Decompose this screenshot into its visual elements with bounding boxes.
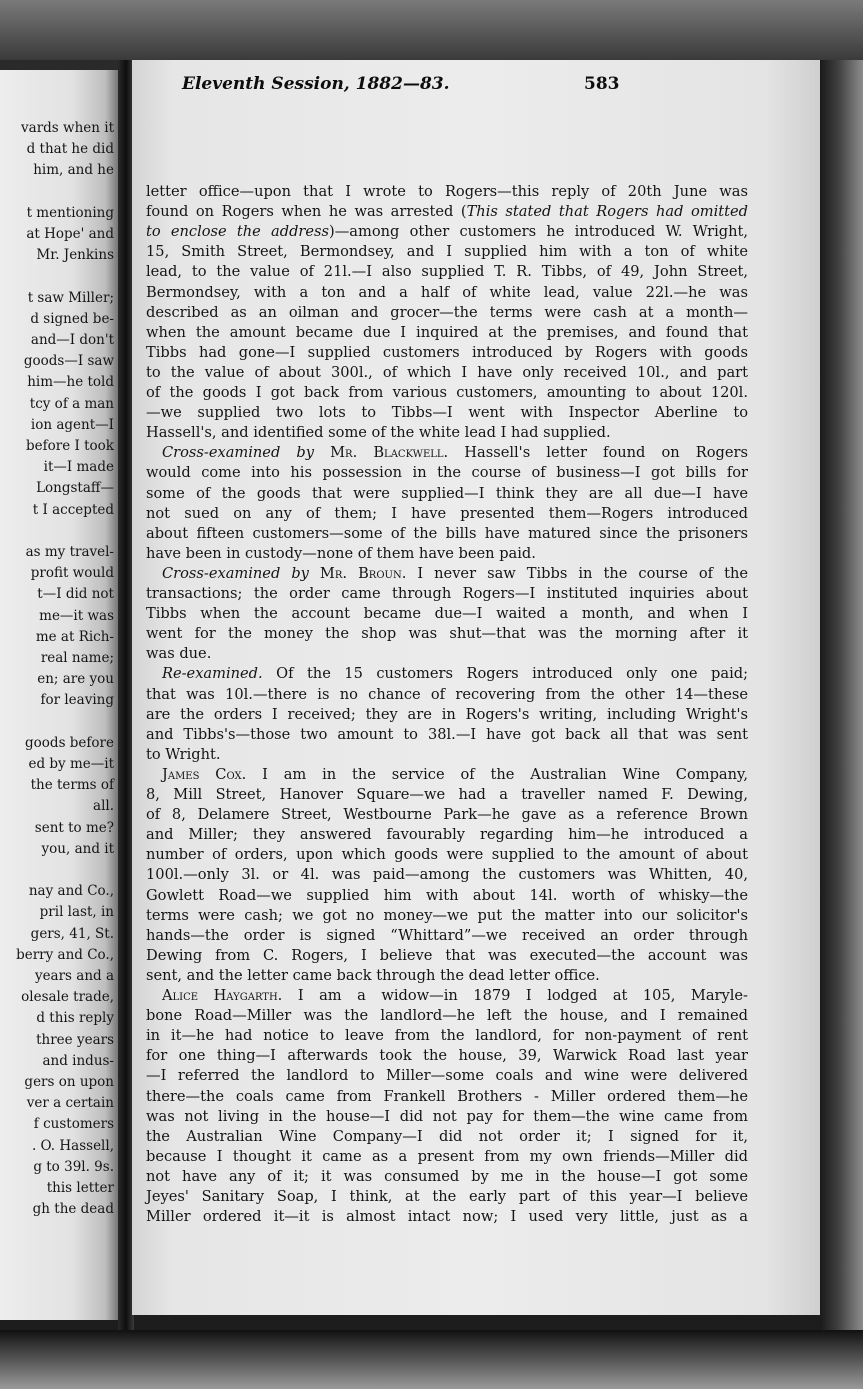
italic-text: Cross-examined by [162,444,314,462]
left-page-line: three years [36,1031,114,1048]
left-page-line: t mentioning [26,204,114,221]
text-run: lead, to the value of 21l.—I also supplied T. R. Tibbs, of 49, John Street, [146,263,748,281]
text-line [146,1047,748,1064]
left-page-line: sent to me? [34,819,114,836]
text-run: )—among other customers he introduced W. Wright, [329,223,749,241]
text-run: not sued on any of them; I have presented them—Rogers introduced [146,504,748,522]
text-run: in it—he had notice to leave from the landlord, for non-payment of rent [146,1027,748,1045]
left-page-line: him, and he [33,162,114,179]
running-head: Eleventh Session, 1882—83. [182,74,450,94]
left-page-line: pril last, in [39,904,114,921]
text-line [146,1108,748,1125]
text-line [146,1168,748,1185]
left-page-line: as my travel- [25,544,114,560]
left-page-line: it—I made [43,459,114,476]
text-line [162,565,748,582]
text-line [146,304,748,321]
text-line [146,263,748,280]
italic-text: Cross-examined by [162,564,309,582]
top-scan-margin [0,0,863,60]
text-run: that was 10l.—there is no chance of recovering from the other 14—these [146,685,748,703]
left-page-line: me—it was [39,607,114,624]
speaker-name: Mr. Broun. [308,564,407,582]
text-line [146,866,748,883]
left-page-line: you, and it [41,840,114,857]
left-page-line: f customers [33,1116,114,1133]
text-line [146,585,748,602]
left-page-line: goods—I saw [23,353,114,370]
text-run: number of orders, upon which goods were supplied to the amount of about [146,846,748,864]
text-line [146,243,748,260]
text-line [146,605,748,622]
text-run: for one thing—I afterwards took the house, 39, Warwick Road last year [146,1047,748,1065]
text-run: terms were cash; we got no money—we put the matter into our solicitor's [146,906,748,924]
text-line [146,686,748,703]
left-page-line: the terms of [30,777,114,794]
text-run: I am in the service of the Australian Wine Company, [246,765,748,783]
text-run: of 8, Delamere Street, Westbourne Park—he gave as a reference Brown [146,806,748,824]
text-line [146,223,748,240]
left-page-line: profit would [30,565,114,582]
left-page-line: t I accepted [32,501,114,518]
text-line [146,485,748,502]
text-line [146,1128,748,1145]
bottom-scan-margin [0,1330,863,1389]
left-page-line: vards when it [21,120,114,136]
left-page-line: g to 39l. 9s. [33,1158,114,1175]
text-line [146,404,748,421]
text-line [146,1148,748,1165]
left-page-line: . O. Hassell, [31,1137,114,1154]
text-line [162,444,748,461]
text-run: the Australian Wine Company—I did not order it; I signed for it, [146,1127,748,1145]
text-run: not have any of it; it was consumed by me in the house—I got some [146,1167,748,1185]
left-page-line: t saw Miller; [27,289,114,306]
speaker-name: James Cox. [162,765,247,783]
speaker-name: Mr. Blackwell. [314,444,449,462]
text-line [146,364,748,381]
text-run: found on Rogers when he was arrested ( [146,203,467,221]
text-line [146,1007,748,1024]
left-page-line: berry and Co., [16,946,114,963]
text-line [146,324,748,341]
text-run: Miller ordered it—it is almost intact now; I used very little, just as a [146,1208,748,1226]
text-line [146,826,748,843]
text-line [146,645,748,662]
left-page-line: ver a certain [26,1095,114,1112]
left-page-line: years and a [34,968,114,984]
left-page-line: olesale trade, [21,989,114,1006]
left-page-line: this letter [46,1180,114,1196]
text-run: when the amount became due I inquired at the premises, and found that [146,323,748,341]
left-page-line: t—I did not [37,586,114,603]
text-run: I am a widow—in 1879 I lodged at 105, Maryle- [282,987,748,1004]
text-run: Tibbs had gone—I supplied customers introduced by Rogers with goods [146,343,748,361]
left-page-line: ion agent—I [30,416,114,433]
text-run: some of the goods that were supplied—I think they are all due—I have [146,484,748,502]
left-page-line: Mr. Jenkins [36,247,114,264]
text-run: to the value of about 300l., of which I have only received 10l., and part [146,363,748,381]
text-run: there—the coals came from Frankell Brothers - Miller ordered them—he [146,1087,748,1105]
text-run: are the orders I received; they are in Rogers's writing, including Wright's [146,705,748,723]
text-line [146,625,748,642]
left-page-line: d this reply [36,1010,114,1027]
left-page-line: before I took [26,438,114,454]
text-run: letter office—upon that I wrote to Rogers—this reply of 20th June was [146,183,748,200]
text-run: —we supplied two lots to Tibbs—I went with Inspector Aberline to [146,404,748,422]
text-line [146,746,748,763]
text-line [146,424,748,441]
left-page-line: d that he did [26,141,114,158]
text-line [146,1067,748,1084]
left-page-line: and indus- [42,1052,114,1069]
left-page-line: Longstaff— [36,480,114,497]
text-line [146,706,748,723]
text-run: I never saw Tibbs in the course of the [406,564,748,582]
text-line [146,786,748,803]
text-line [146,726,748,743]
text-line [146,887,748,904]
left-page-line: for leaving [40,692,114,709]
text-line [146,384,748,401]
text-run: Jeyes' Sanitary Soap, I think, at the early part of this year—I believe [146,1188,748,1205]
left-page-line: d signed be- [30,310,114,327]
text-run: described as an oilman and grocer—the terms were cash at a month— [146,303,748,321]
text-run: —I referred the landlord to Miller—some coals and wine were delivered [146,1067,748,1085]
text-run: 15, Smith Street, Bermondsey, and I supplied him with a ton of white [146,243,748,261]
text-line [146,806,748,823]
text-run: about fifteen customers—some of the bills have matured since the prisoners [146,524,748,542]
right-page [132,60,820,1315]
text-run: and Tibbs's—those two amount to 38l.—I have got back all that was sent [146,725,748,743]
text-line [146,525,748,542]
text-line [146,545,748,562]
left-page-line: tcy of a man [29,395,114,412]
left-page-line: real name; [40,650,114,666]
text-line [146,846,748,863]
right-scan-edge [820,60,863,1330]
speaker-name: Alice Haygarth. [162,987,283,1004]
text-run: was due. [146,645,212,663]
text-line [146,344,748,361]
text-run: to Wright. [146,745,221,763]
italic-text: to enclose the address [146,223,330,241]
text-line [146,947,748,964]
text-run: Dewing from C. Rogers, I believe that was executed—the account was [146,946,748,964]
text-line [146,464,748,481]
text-line [146,505,748,522]
text-run: have been in custody—none of them have been paid. [146,544,536,562]
text-run: 100l.—only 3l. or 4l. was paid—among the customers was Whitten, 40, [146,866,748,884]
text-run: and Miller; they answered favourably regarding him—he introduced a [146,826,748,844]
left-page-line: en; are you [37,671,114,688]
left-page-line: gers, 41, St. [30,925,114,942]
left-page-line: gers on upon [24,1074,114,1090]
text-line [146,1208,748,1225]
italic-text: Re-examined. [162,665,263,683]
italic-text: This stated that Rogers had omitted [466,203,748,221]
text-line [146,1188,748,1205]
left-page-line: nay and Co., [28,883,114,900]
text-run: went for the money the shop was shut—that was the morning after it [146,625,748,643]
text-run: was not living in the house—I did not pay for them—the wine came from [146,1107,748,1125]
text-line [146,1027,748,1044]
left-page-line: gh the dead [32,1201,114,1218]
left-page-line: him—he told [27,374,114,391]
text-run: Bermondsey, with a ton and a half of white lead, value 22l.—he was [146,283,748,301]
text-line [146,967,748,984]
text-run: Gowlett Road—we supplied him with about 14l. worth of whisky—the [146,886,748,904]
page-number: 583 [584,74,620,94]
left-page-line: ed by me—it [28,756,114,772]
text-line [146,927,748,944]
text-line [146,907,748,924]
text-run: transactions; the order came through Rogers—I instituted inquiries about [146,585,748,602]
text-run: hands—the order is signed “Whittard”—we received an order through [146,926,748,944]
left-page-line: me at Rich- [35,628,114,645]
text-run: 8, Mill Street, Hanover Square—we had a traveller named F. Dewing, [146,786,748,803]
text-run: Of the 15 customers Rogers introduced only one paid; [262,665,748,683]
text-run: would come into his possession in the course of business—I got bills for [146,464,748,482]
text-line [146,183,748,200]
text-run: Tibbs when the account became due—I waited a month, and when I [146,605,748,623]
text-run: of the goods I got back from various customers, amounting to about 120l. [146,384,748,401]
left-page-line: all. [93,798,114,815]
text-line [162,766,748,783]
left-page-line: and—I don't [30,332,114,348]
text-run: Hassell's letter found on Rogers [448,444,749,462]
text-line [162,665,748,682]
left-page-fragment [0,70,120,1320]
text-run: Hassell's, and identified some of the white lead I had supplied. [146,424,611,442]
text-line [146,284,748,301]
text-run: because I thought it came as a present from my own friends—Miller did [146,1147,748,1165]
text-line [162,987,748,1004]
left-page-line: at Hope' and [26,226,114,242]
text-line [146,1088,748,1105]
text-run: bone Road—Miller was the landlord—he left the house, and I remained [146,1007,748,1025]
text-line [146,203,748,220]
left-page-line: goods before [25,734,114,751]
text-run: sent, and the letter came back through the dead letter office. [146,966,600,984]
